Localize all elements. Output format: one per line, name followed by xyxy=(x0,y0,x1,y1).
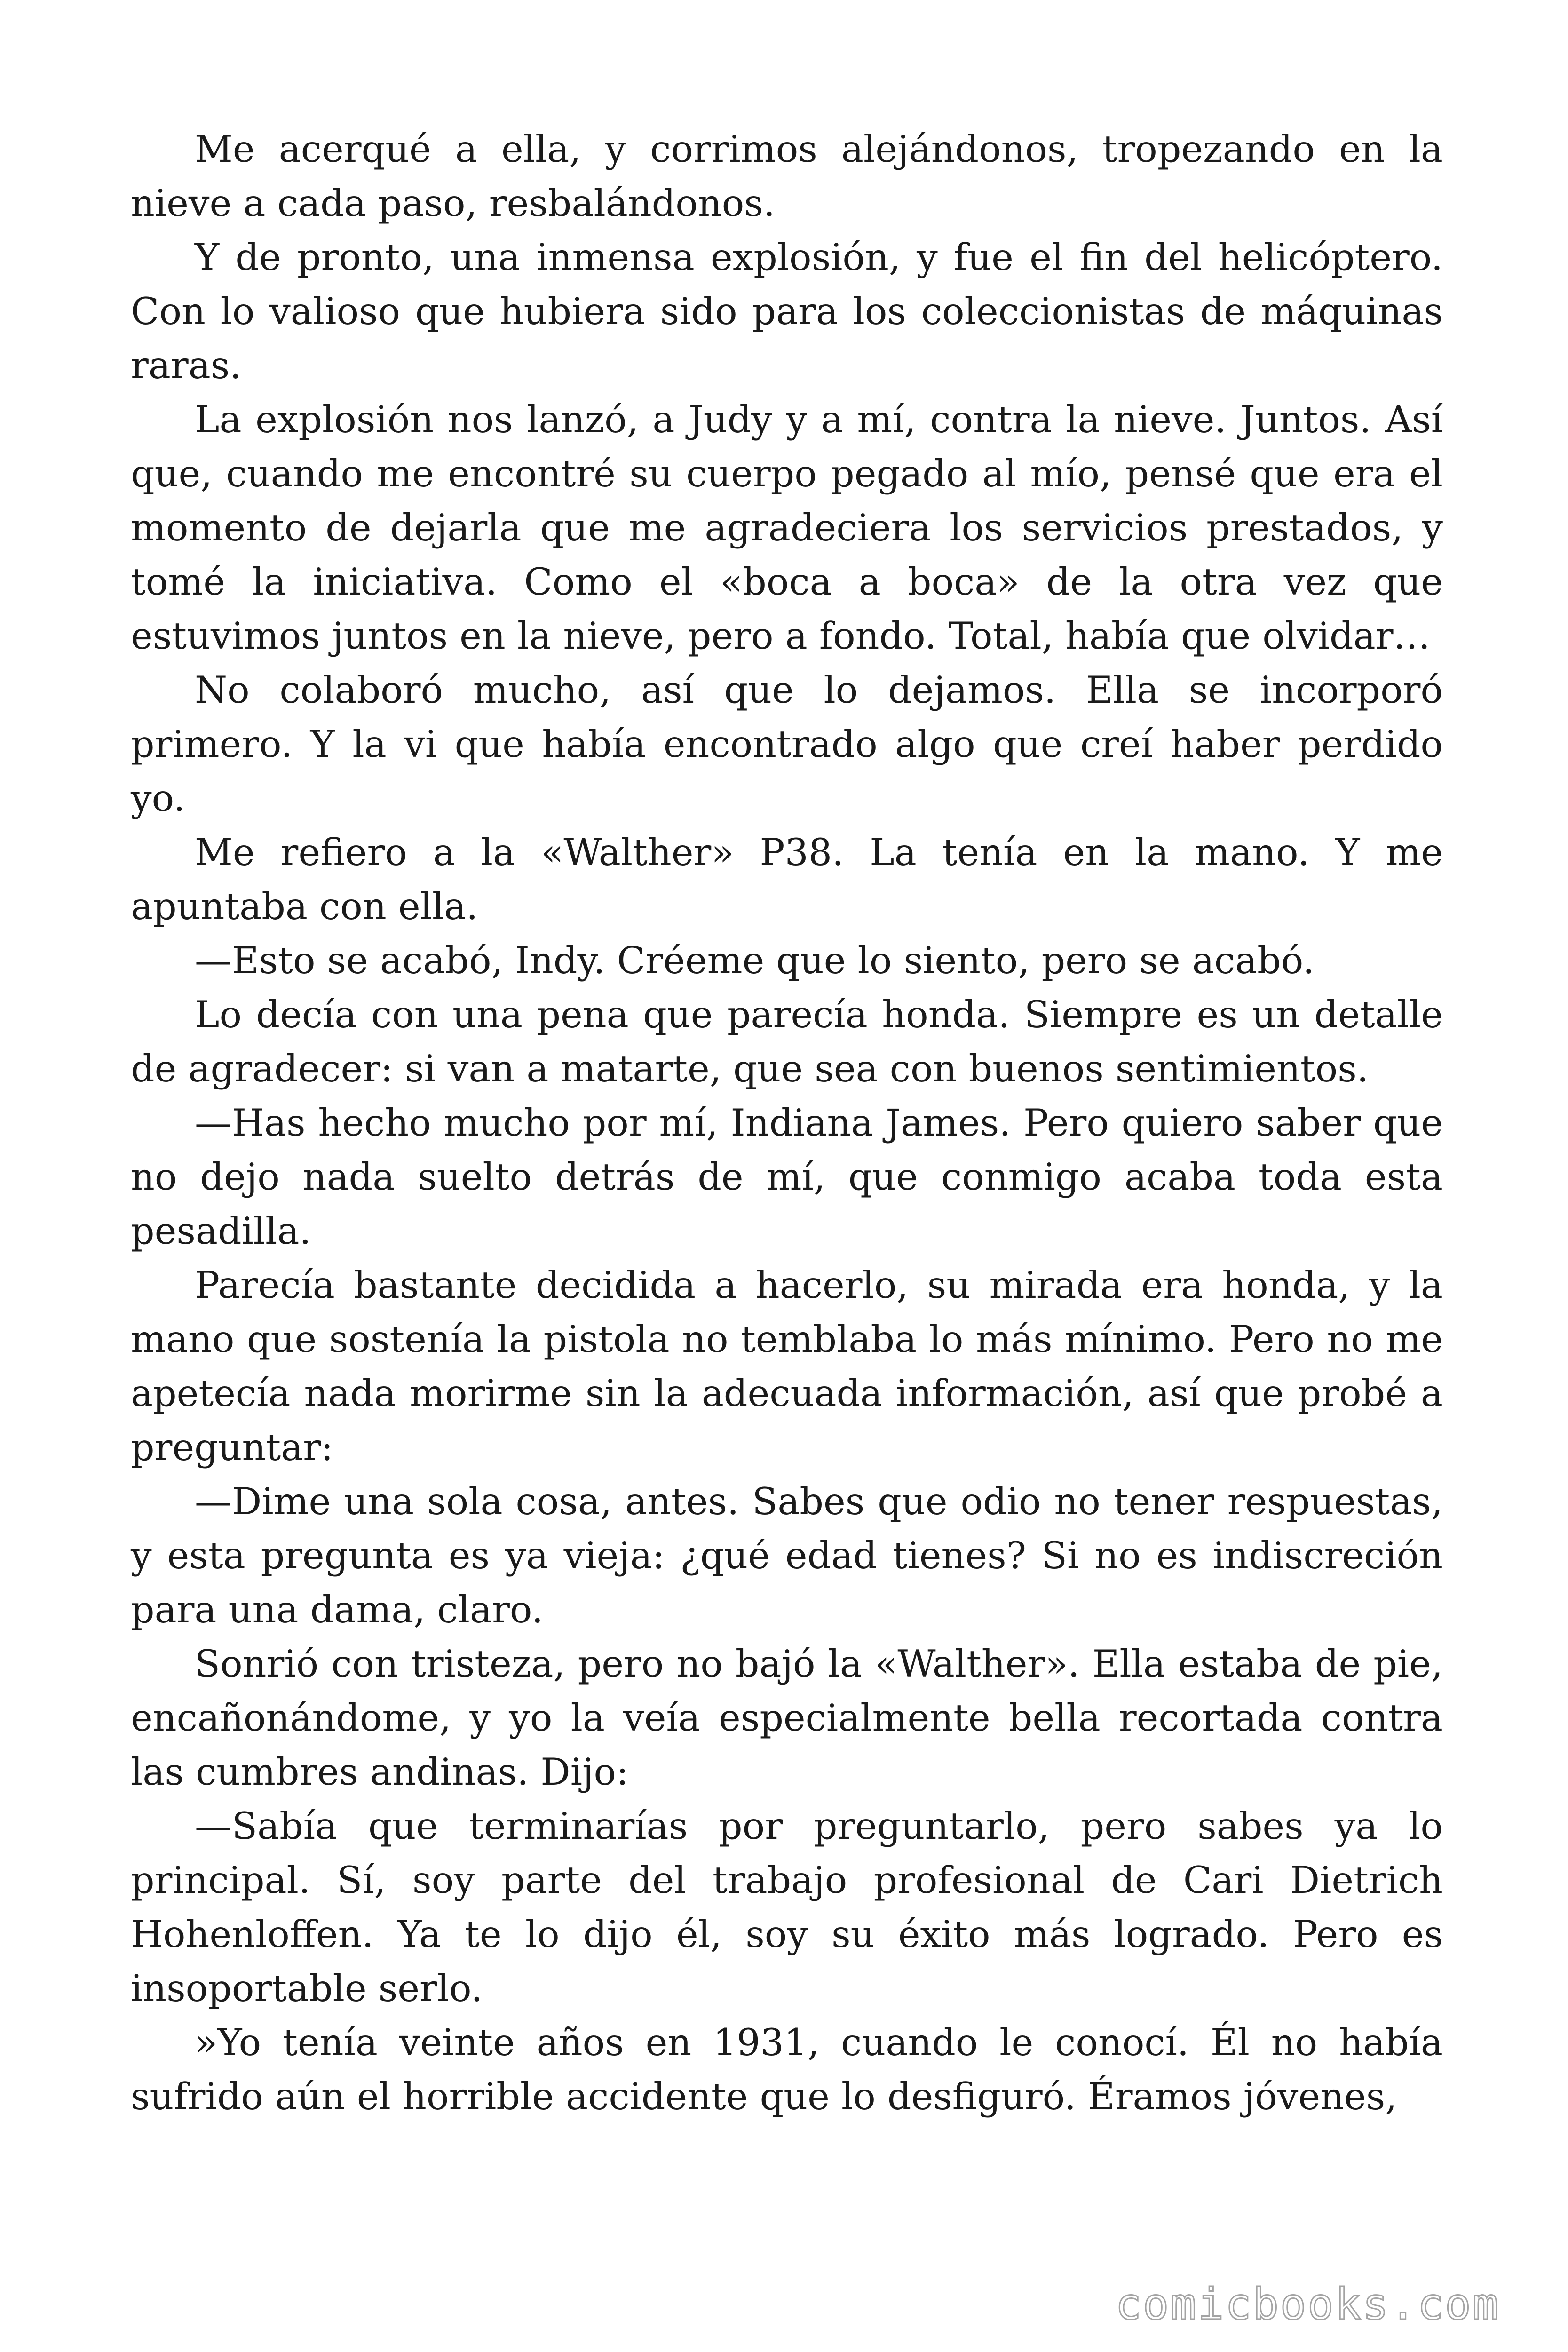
paragraph: Me acerqué a ella, y corrimos alejándonos, tropezando en la nieve a cada paso, resbalándonos. xyxy=(131,127,1443,225)
watermark: comicbooks.com xyxy=(1115,2279,1500,2329)
paragraph: Y de pronto, una inmensa explosión, y fue el fin del helicóptero. Con lo valioso que hubiera sido para los coleccionistas de máquinas raras. xyxy=(131,236,1443,387)
paragraph: La explosión nos lanzó, a Judy y a mí, contra la nieve. Juntos. Así que, cuando me encontré su cuerpo pegado al mío, pensé que era el momento de dejarla que me agradeciera los servicios prestados, y tomé la iniciativa. Como el «boca a boca» de la otra vez que estuvimos juntos en la nieve, pero a fondo. Total, había que olvidar… xyxy=(131,398,1443,658)
paragraph: No colaboró mucho, así que lo dejamos. Ella se incorporó primero. Y la vi que había encontrado algo que creí haber perdido yo. xyxy=(131,668,1443,820)
dialogue-paragraph: —Esto se acabó, Indy. Créeme que lo siento, pero se acabó. xyxy=(195,939,1315,982)
book-page-text xyxy=(131,122,1443,2124)
dialogue-paragraph: —Sabía que terminarías por preguntarlo, pero sabes ya lo principal. Sí, soy parte del trabajo profesional de Cari Dietrich Hohenloffen. Ya te lo dijo él, soy su éxito más logrado. Pero es insoportable serlo. xyxy=(131,1804,1443,2010)
dialogue-paragraph: —Has hecho mucho por mí, Indiana James. Pero quiero saber que no dejo nada suelto detrás de mí, que conmigo acaba toda esta pesadilla. xyxy=(131,1101,1443,1253)
paragraph: Lo decía con una pena que parecía honda. Siempre es un detalle de agradecer: si van a matarte, que sea con buenos sentimientos. xyxy=(131,993,1443,1090)
paragraph: Sonrió con tristeza, pero no bajó la «Walther». Ella estaba de pie, encañonándome, y yo la veía especialmente bella recortada contra las cumbres andinas. Dijo: xyxy=(131,1642,1443,1794)
paragraph: Parecía bastante decidida a hacerlo, su mirada era honda, y la mano que sostenía la pistola no temblaba lo más mínimo. Pero no me apetecía nada morirme sin la adecuada información, así que probé a preguntar: xyxy=(131,1263,1443,1469)
dialogue-paragraph: —Dime una sola cosa, antes. Sabes que odio no tener respuestas, y esta pregunta es ya vieja: ¿qué edad tienes? Si no es indiscreción para una dama, claro. xyxy=(131,1480,1443,1631)
paragraph: »Yo tenía veinte años en 1931, cuando le conocí. Él no había sufrido aún el horrible accidente que lo desfiguró. Éramos jóvenes, xyxy=(131,2021,1443,2118)
paragraph: Me refiero a la «Walther» P38. La tenía en la mano. Y me apuntaba con ella. xyxy=(131,831,1443,928)
